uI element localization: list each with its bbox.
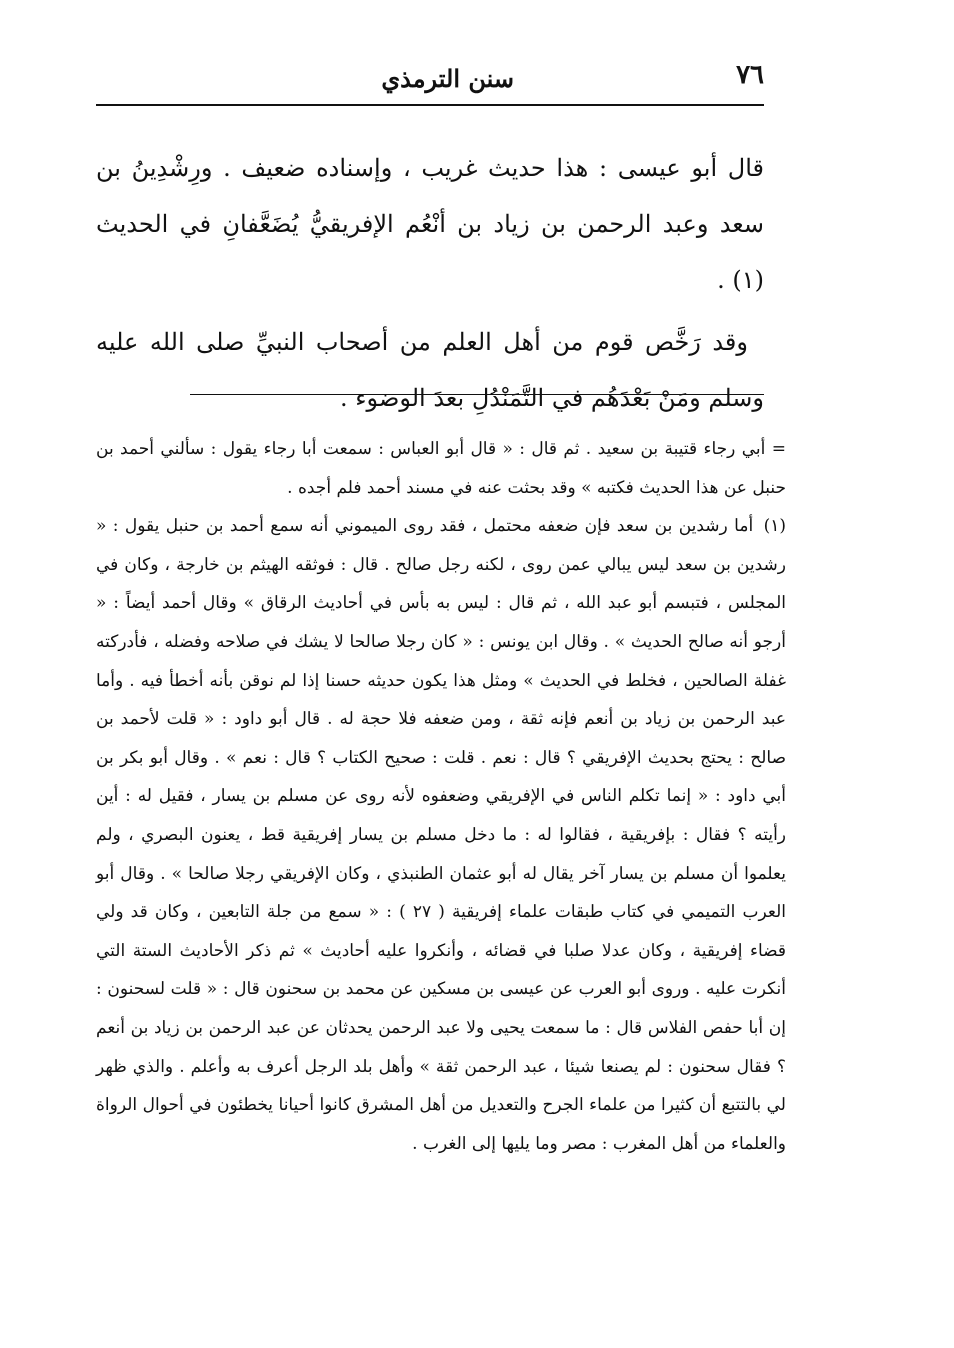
main-paragraph-1: قال أبو عيسى : هذا حديث غريب ، وإسناده ضعيف . ورِشْدِينُ بن سعد وعبد الرحمن بن زياد بن أنْعُم الإفريقيُّ يُضَعَّفانِ في الحديث (١) . — [96, 154, 764, 294]
main-text — [96, 140, 764, 426]
main-paragraph-2: وقد رَخَّص قوم من أهل العلم من أصحاب النبيِّ صلى الله عليه وسلم ومَنْ بَعْدَهُم في التَّمَنْدُلِ بعدَ الوضوء . — [96, 328, 764, 412]
page-header — [96, 58, 764, 104]
running-title: سنن الترمذي — [381, 64, 514, 93]
page-number: ٧٦ — [736, 60, 764, 90]
footnote-1-text: أما رشدين بن سعد فإن ضعفه محتمل ، فقد روى الميموني أنه سمع أحمد بن حنبل يقول : « رشدين بن سعد ليس يبالي عمن روى ، لكنه رجل صالح . قال : فوثقه الهيثم بن خارجة ، وكان في المجلس ، فتبسم أبو عبد الله ، ثم قال : ليس به بأس في أحاديث الرقاق » وقال أحمد أيضاً : « أرجو أنه صالح الحديث » . وقال ابن يونس : « كان رجلا صالحا لا يشك في صلاحه وفضله ، فأدركته غفلة الصالحين ، فخلط في الحديث » ومثل هذا يكون حديثه حسنا إذا لم نوقن بأنه أخطأ فيه . وأما عبد الرحمن بن زياد بن أنعم فإنه ثقة ، ومن ضعفه فلا حجة له . قال أبو داود : « قلت لأحمد بن صالح : يحتج بحديث الإفريقي ؟ قال : نعم . قلت : صحيح الكتاب ؟ قال : نعم » . وقال أبو بكر بن أبي داود : « إنما تكلم الناس في الإفريقي وضعفوه لأنه روى عن مسلم بن يسار ، فقيل له : أين رأيته ؟ فقال : بإفريقية ، فقالوا له : ما دخل مسلم بن يسار إفريقية قط ، يعنون البصري ، ولم يعلموا أن مسلم بن يسار آخر يقال له أبو عثمان الطنبذي ، وكان الإفريقي رجلا صالحا » . وقال أبو العرب التميمي في كتاب طبقات علماء إفريقية ( ٢٧ ) : « سمع من جلة التابعين ، وكان قد ولي قضاء إفريقية ، وكان عدلا صلبا في قضائه ، وأنكروا عليه أحاديث » ثم ذكر الأحاديث الستة التي أنكرت عليه . وروى أبو العرب عن عيسى بن مسكين عن محمد بن سحنون قال : « قلت لسحنون : إن أبا حفص الفلاس قال : ما سمعت يحيى ولا عبد الرحمن يحدثان عن عبد الرحمن بن زياد بن أنعم ؟ فقال سحنون : لم يصنعا شيئا ، عبد الرحمن ثقة » وأهل بلد الرجل أعرف به وأعلم . والذي ظهر لي بالتتبع أن كثيرا من علماء الجرح والتعديل من أهل المشرق كانوا أحيانا يخطئون في أحوال الرواة والعلماء من أهل المغرب : مصر وما يليها إلى الغرب . — [96, 516, 786, 1154]
footnote-divider — [190, 394, 764, 395]
header-divider — [96, 104, 764, 106]
footnotes — [96, 430, 786, 1163]
footnote-1-number: (١) — [763, 516, 786, 537]
footnote-continuation: = أبي رجاء قتيبة بن سعيد . ثم قال : « قال أبو العباس : سمعت أبا رجاء يقول : سألني أحمد بن حنبل عن هذا الحديث فكتبه » وقد بحثت عنه في مسند أحمد فلم أجده . — [96, 439, 786, 498]
footnote-1 — [96, 507, 786, 1163]
